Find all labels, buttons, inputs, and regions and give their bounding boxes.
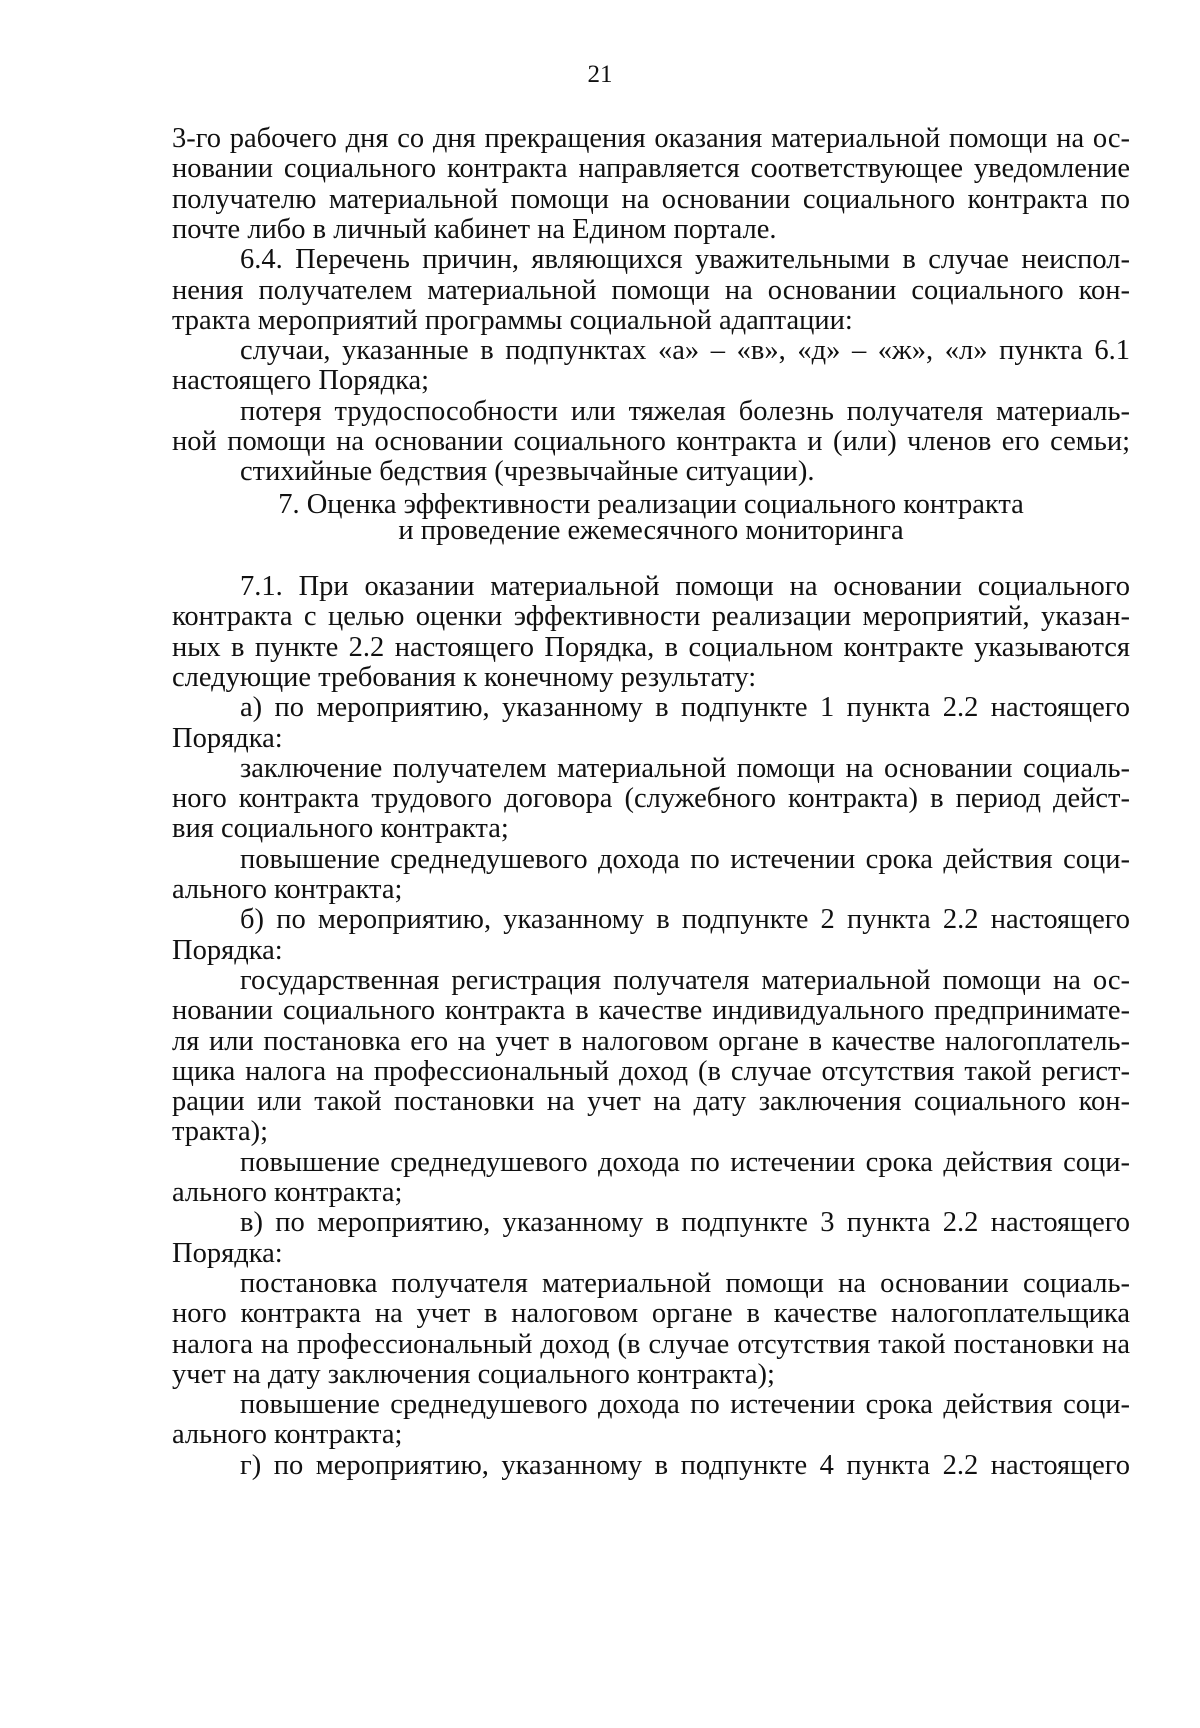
text-line: повышение среднедушевого дохода по истечении срока действия соци- [240, 1146, 1130, 1178]
text-line: а) по мероприятию, указанному в подпункте 1 пункта 2.2 настоящего [240, 692, 1130, 724]
text-line: потеря трудоспособности или тяжелая болезнь получателя материаль- [240, 395, 1130, 427]
text-line: получателю материальной помощи на основании социального контракта по [172, 183, 1130, 215]
text-line: постановка получателя материальной помощи на основании социаль- [240, 1267, 1130, 1299]
text-line: учет на дату заключения социального контракта); [172, 1358, 775, 1390]
text-line: новании социального контракта направляется соответствующее уведомление [172, 153, 1130, 185]
text-line: ной помощи на основании социального контракта и (или) членов его семьи; [172, 426, 1130, 457]
text-line: б) по мероприятию, указанному в подпункте 2 пункта 2.2 настоящего [240, 904, 1130, 936]
text-line: тракта); [172, 1116, 269, 1148]
text-line: щика налога на профессиональный доход (в случае отсутствия такой регист- [172, 1055, 1130, 1087]
text-line: рации или такой постановки на учет на дату заключения социального кон- [172, 1086, 1130, 1118]
text-line: ля или постановка его на учет в налоговом органе в качестве налогоплатель- [172, 1025, 1130, 1057]
text-line: следующие требования к конечному результату: [172, 661, 757, 693]
text-line: 6.4. Перечень причин, являющихся уважительными в случае неиспол- [240, 244, 1130, 276]
text-line: г) по мероприятию, указанному в подпункте 4 пункта 2.2 настоящего [240, 1449, 1130, 1481]
text-line: 3-го рабочего дня со дня прекращения оказания материальной помощи на ос- [172, 123, 1130, 154]
section-heading-line-2: и проведение ежемесячного мониторинга [398, 515, 904, 546]
text-line: контракта с целью оценки эффективности реализации мероприятий, указан- [172, 601, 1130, 633]
text-line: заключение получателем материальной помощи на основании социаль- [240, 752, 1130, 784]
text-line: тракта мероприятий программы социальной адаптации: [172, 304, 853, 336]
text-line: новании социального контракта в качестве индивидуального предпринимате- [172, 995, 1130, 1027]
text-line: ального контракта; [172, 1419, 403, 1451]
text-line: почте либо в личный кабинет на Едином портале. [172, 213, 777, 245]
section-heading-line-1: 7. Оценка эффективности реализации социального контракта [278, 489, 1024, 520]
text-line: ного контракта на учет в налоговом органе в качестве налогоплательщика [172, 1298, 1130, 1330]
text-line: Порядка: [172, 934, 283, 966]
page-number: 21 [587, 61, 613, 88]
text-line: ального контракта; [172, 1177, 403, 1208]
text-line: государственная регистрация получателя материальной помощи на ос- [240, 964, 1130, 996]
text-line: вия социального контракта; [172, 813, 509, 845]
text-line: 7.1. При оказании материальной помощи на основании социального [240, 571, 1130, 602]
text-line: Порядка: [172, 1237, 283, 1269]
text-line: ного контракта трудового договора (служебного контракта) в период дейст- [172, 783, 1130, 815]
text-line: Порядка: [172, 722, 283, 754]
text-line: случаи, указанные в подпунктах «а» – «в», «д» – «ж», «л» пункта 6.1 [240, 335, 1130, 367]
text-line: настоящего Порядка; [172, 365, 430, 397]
text-line: нения получателем материальной помощи на основании социального кон- [172, 274, 1130, 306]
text-line: ального контракта; [172, 874, 403, 905]
text-line: ных в пункте 2.2 настоящего Порядка, в социальном контракте указываются [172, 631, 1130, 663]
text-line: налога на профессиональный доход (в случае отсутствия такой постановки на [172, 1328, 1130, 1360]
text-line: в) по мероприятию, указанному в подпункте 3 пункта 2.2 настоящего [240, 1207, 1130, 1239]
text-line: стихийные бедствия (чрезвычайные ситуации). [240, 456, 815, 488]
text-line: повышение среднедушевого дохода по истечении срока действия соци- [240, 1389, 1130, 1421]
text-line: повышение среднедушевого дохода по истечении срока действия соци- [240, 843, 1130, 875]
